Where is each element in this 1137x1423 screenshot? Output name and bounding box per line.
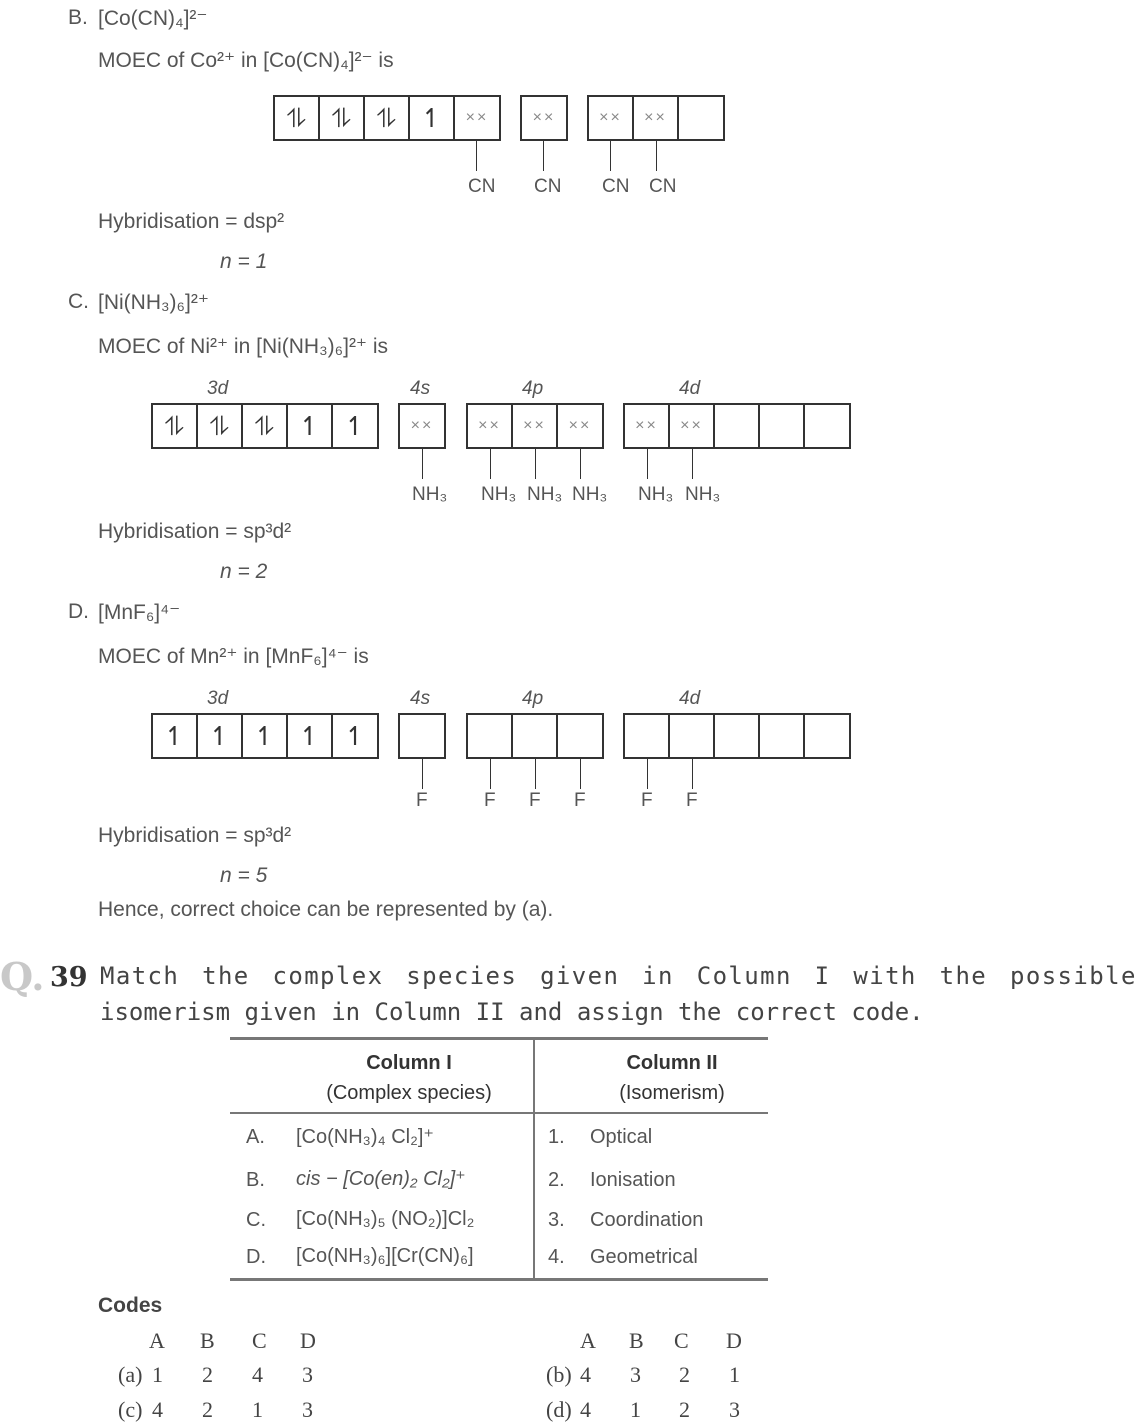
section-b-formula: [Co(CN)₄]²⁻ (98, 7, 208, 30)
section-c-4p-box (466, 403, 604, 449)
section-c-3d-box (151, 403, 379, 449)
orbital-cell (513, 715, 558, 757)
table-row-number: 3. (548, 1209, 565, 1231)
question-q-letter: Q. (0, 954, 45, 999)
orbital-cell: ↿ (243, 715, 288, 757)
section-b-4p-box (587, 95, 725, 141)
question-number: 39 (50, 962, 88, 993)
orbital-cell (625, 715, 670, 757)
orbital-cell: ⥮ (275, 97, 320, 139)
section-d-label: D. (68, 600, 89, 623)
table-row-letter: D. (246, 1246, 266, 1268)
table-row-isomerism: Geometrical (590, 1246, 698, 1268)
orbital-cell (670, 715, 715, 757)
orbital-cell: ↿ (153, 715, 198, 757)
orbital-cell: ⥮ (243, 405, 288, 447)
section-b-moec: MOEC of Co²⁺ in [Co(CN)₄]²⁻ is (98, 49, 394, 72)
ligand-label: CN (602, 176, 630, 197)
orbital-label-4d: 4d (679, 688, 701, 709)
option-value: 4 (580, 1397, 591, 1422)
section-d-formula: [MnF₆]⁴⁻ (98, 601, 181, 624)
ligand-label: CN (468, 176, 496, 197)
section-b-n: n = 1 (220, 250, 268, 273)
orbital-cell (805, 405, 849, 447)
option-d-label[interactable]: (d) (546, 1397, 572, 1422)
orbital-cell (679, 97, 723, 139)
option-value: 1 (729, 1362, 740, 1387)
orbital-cell (760, 405, 805, 447)
ligand-label: NH₃ (638, 484, 674, 505)
section-d-n: n = 5 (220, 864, 268, 887)
ligand-label: F (641, 790, 653, 811)
option-a-label[interactable]: (a) (118, 1362, 143, 1387)
orbital-cell: ↿ (344, 721, 366, 751)
option-value: 2 (202, 1362, 213, 1387)
orbital-cell (558, 715, 602, 757)
question-line-1: Match the complex species given in Column I with the possible (100, 962, 1137, 990)
orbital-cell (715, 715, 760, 757)
orbital-cell: ×× (513, 405, 558, 447)
question-line-2: isomerism given in Column II and assign the correct code. (100, 998, 924, 1026)
column-1-title: Column I (366, 1052, 452, 1074)
ligand-label: F (416, 790, 428, 811)
orbital-cell: ↿ (198, 715, 243, 757)
option-c-label[interactable]: (c) (118, 1397, 143, 1422)
table-row-letter: B. (246, 1169, 265, 1191)
section-b-4s-box (520, 95, 568, 141)
table-row-species: [Co(NH₃)₆][Cr(CN)₆] (296, 1245, 474, 1267)
ligand-label: NH₃ (572, 484, 608, 505)
orbital-cell: ↿ (288, 715, 333, 757)
orbital-cell: ↿ (288, 405, 333, 447)
option-value: 2 (679, 1397, 690, 1422)
codes-header: A (149, 1328, 165, 1353)
ligand-label: NH₃ (527, 484, 563, 505)
table-row-letter: A. (246, 1126, 265, 1148)
orbital-label-3d: 3d (207, 378, 229, 399)
orbital-label-4s: 4s (410, 378, 431, 399)
orbital-cell: ⥮ (320, 97, 365, 139)
orbital-cell: ⥮ (198, 405, 243, 447)
option-b-label[interactable]: (b) (546, 1362, 572, 1387)
table-row-number: 1. (548, 1126, 565, 1148)
section-b-label: B. (68, 6, 88, 29)
orbital-cell: ×× (468, 405, 513, 447)
section-d-3d-box (151, 713, 379, 759)
option-value: 3 (302, 1397, 313, 1422)
table-row-number: 4. (548, 1246, 565, 1268)
orbital-cell: ×× (670, 405, 715, 447)
orbital-cell: ×× (465, 109, 489, 126)
section-c-4s-box (398, 403, 446, 449)
orbital-cell: ↿ (344, 411, 366, 441)
table-row-species: [Co(NH₃)₅ (NO₂)]Cl₂ (296, 1208, 475, 1230)
table-row-isomerism: Ionisation (590, 1169, 676, 1191)
section-d-4s-box (398, 713, 446, 759)
codes-header: B (200, 1328, 215, 1353)
orbital-cell: ×× (625, 405, 670, 447)
codes-header: C (252, 1328, 267, 1353)
orbital-cell (760, 715, 805, 757)
table-row-isomerism: Coordination (590, 1209, 704, 1231)
section-d-hybridisation: Hybridisation = sp³d² (98, 824, 292, 847)
codes-header: B (629, 1328, 644, 1353)
option-value: 4 (580, 1362, 591, 1387)
ligand-label: F (686, 790, 698, 811)
section-c-label: C. (68, 290, 89, 313)
ligand-label: CN (534, 176, 562, 197)
ligand-label: NH₃ (412, 484, 448, 505)
option-value: 2 (202, 1397, 213, 1422)
orbital-cell: ×× (532, 109, 556, 126)
codes-header: A (580, 1328, 596, 1353)
conclusion: Hence, correct choice can be represented by (a). (98, 898, 554, 921)
codes-title: Codes (98, 1294, 163, 1317)
orbital-cell: ×× (568, 417, 592, 434)
option-value: 2 (679, 1362, 690, 1387)
orbital-label-4p: 4p (522, 688, 544, 709)
orbital-cell: ×× (634, 97, 679, 139)
column-1-subtitle: (Complex species) (326, 1082, 492, 1104)
column-2-title: Column II (626, 1052, 718, 1074)
table-row-species: [Co(NH₃)₄ Cl₂]⁺ (296, 1126, 434, 1148)
section-c-moec: MOEC of Ni²⁺ in [Ni(NH₃)₆]²⁺ is (98, 335, 389, 358)
section-c-4d-box (623, 403, 851, 449)
section-c-formula: [Ni(NH₃)₆]²⁺ (98, 291, 209, 314)
column-2-subtitle: (Isomerism) (619, 1082, 725, 1104)
table-row-isomerism: Optical (590, 1126, 653, 1148)
section-d-moec: MOEC of Mn²⁺ in [MnF₆]⁴⁻ is (98, 645, 369, 668)
orbital-cell: ↿ (410, 97, 455, 139)
section-d-4p-box (466, 713, 604, 759)
table-row-species: cis − [Co(en)₂ Cl₂]⁺ (296, 1168, 466, 1190)
orbital-label-4d: 4d (679, 378, 701, 399)
codes-header: D (726, 1328, 742, 1353)
option-value: 3 (302, 1362, 313, 1387)
ligand-label: NH₃ (481, 484, 517, 505)
option-value: 4 (252, 1362, 263, 1387)
orbital-label-3d: 3d (207, 688, 229, 709)
ligand-label: NH₃ (685, 484, 721, 505)
ligand-label: F (574, 790, 586, 811)
option-value: 1 (630, 1397, 641, 1422)
table-row-letter: C. (246, 1209, 266, 1231)
orbital-cell: ⥮ (153, 405, 198, 447)
option-value: 4 (152, 1397, 163, 1422)
option-value: 1 (152, 1362, 163, 1387)
ligand-label: F (484, 790, 496, 811)
table-row-number: 2. (548, 1169, 565, 1191)
section-b-hybridisation: Hybridisation = dsp² (98, 210, 285, 233)
codes-header: C (674, 1328, 689, 1353)
section-c-n: n = 2 (220, 560, 268, 583)
orbital-label-4s: 4s (410, 688, 431, 709)
option-value: 1 (252, 1397, 263, 1422)
section-c-hybridisation: Hybridisation = sp³d² (98, 520, 292, 543)
codes-header: D (300, 1328, 316, 1353)
orbital-cell: ×× (410, 417, 434, 434)
option-value: 3 (729, 1397, 740, 1422)
ligand-label: F (529, 790, 541, 811)
orbital-cell (805, 715, 849, 757)
orbital-label-4p: 4p (522, 378, 544, 399)
ligand-label: CN (649, 176, 677, 197)
orbital-cell: ⥮ (365, 97, 410, 139)
orbital-cell (715, 405, 760, 447)
section-d-4d-box (623, 713, 851, 759)
section-b-3d4s-box (273, 95, 501, 141)
option-value: 3 (630, 1362, 641, 1387)
orbital-cell (468, 715, 513, 757)
orbital-cell: ×× (589, 97, 634, 139)
